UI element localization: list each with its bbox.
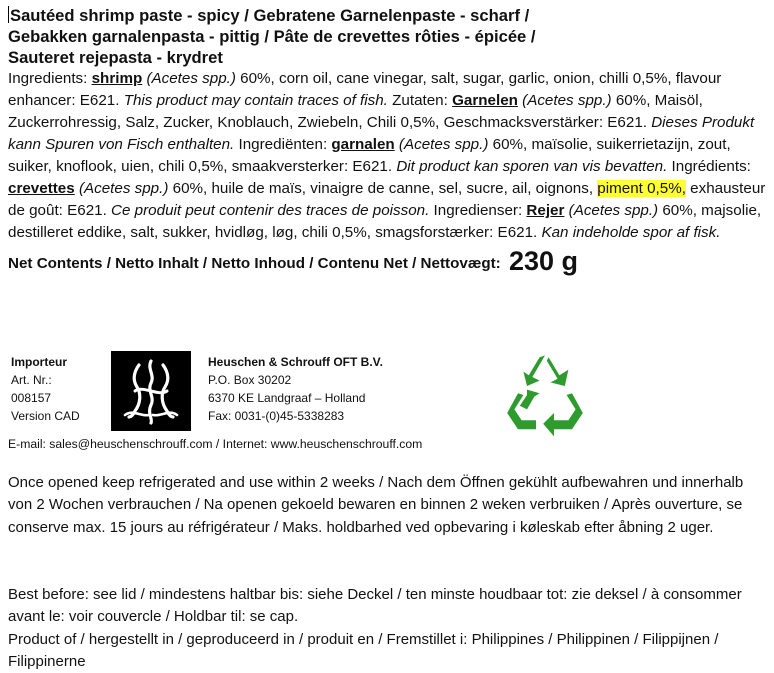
logo-graphic	[111, 351, 191, 431]
ingredients-block	[8, 68, 768, 244]
note-en: This product may contain traces of fish.	[123, 92, 388, 109]
importer-block	[11, 353, 80, 425]
ingredients-label-de: Zutaten:	[387, 92, 453, 109]
article-number: 008157	[11, 391, 52, 405]
company-block	[208, 353, 383, 425]
ingredients-text-da: 60%, majsolie, destilleret eddike, salt, sukker, hvidløg, løg, chili 0,5%, smagsforstærker: E621.	[8, 202, 762, 241]
title-line-1: Sautéed shrimp paste - spicy / Gebratene Garnelenpaste - scharf /	[10, 6, 530, 25]
species-en: (Acetes spp.)	[142, 70, 236, 87]
title-line-2: Gebakken garnalenpasta - pittig / Pâte de crevettes rôties - épicée /	[8, 27, 536, 46]
ingredients-label-fr: Ingrédients:	[667, 158, 751, 175]
contact-info: E-mail: sales@heuschenschrouff.com / Internet: www.heuschenschrouff.com	[8, 437, 423, 451]
text-cursor	[8, 6, 9, 23]
product-title	[8, 5, 768, 68]
ingredients-text-fr-a: 60%, huile de maïs, vinaigre de canne, sel, sucre, ail, oignons,	[168, 180, 598, 197]
best-before-text: Best before: see lid / mindestens haltbar bis: siehe Deckel / ten minste houdbaar tot: zie deksel / à consommer avant le: voir couvercle / Holdbar til: se cap.	[8, 586, 742, 626]
company-po-box: P.O. Box 30202	[208, 373, 292, 387]
storage-instructions: Once opened keep refrigerated and use within 2 weeks / Nach dem Öffnen gekühlt aufbewahren und innerhalb von 2 Wochen verbrauchen / Na openen gekoeld bewaren en binnen 2 weken verbruiken / Après ouverture, se conserve max. 15 jours au réfrigérateur / Maks. holdbarhed ved opbevaring i køleskab efter åbning 2 uger.	[8, 474, 744, 536]
hs-monogram-logo	[111, 351, 191, 431]
ingredients-text-fr-b: exhausteur de goût: E621.	[8, 180, 766, 219]
company-city: 6370 KE Landgraaf – Holland	[208, 391, 366, 405]
title-line-3: Sauteret rejepasta - krydret	[8, 48, 223, 67]
net-weight: 230 g	[508, 246, 578, 276]
species-fr: (Acetes spp.)	[74, 180, 169, 197]
article-label: Art. Nr.:	[11, 373, 52, 387]
importer-label: Importeur	[11, 355, 68, 369]
ingredients-label-nl: Ingrediënten:	[234, 136, 332, 153]
net-contents	[8, 245, 768, 280]
label-document	[8, 5, 768, 670]
species-nl: (Acetes spp.)	[394, 136, 489, 153]
highlighted-chili: piment 0,5%,	[597, 180, 686, 197]
net-contents-label: Net Contents / Netto Inhalt / Netto Inhoud / Contenu Net / Nettovægt:	[8, 255, 501, 272]
allergen-da: Rejer	[526, 202, 565, 219]
species-de: (Acetes spp.)	[517, 92, 612, 109]
origin-text: Product of / hergestellt in / geproduceerd in / produit en / Fremstillet i: Philippines / Philippinen / Filippijnen / Filippinerne	[8, 630, 719, 670]
allergen-en: shrimp	[91, 70, 143, 87]
note-da: Kan indeholde spor af fisk.	[541, 224, 721, 241]
note-nl: Dit product kan sporen van vis bevatten.	[396, 158, 668, 175]
ingredients-text-de: 60%, Maisöl, Zuckerrohressig, Salz, Zucker, Knoblauch, Zwiebeln, Chili 0,5%, Geschmacksverstärker: E621.	[8, 92, 703, 131]
allergen-nl: garnalen	[331, 136, 395, 153]
ingredients-label-en: Ingredients:	[8, 70, 92, 87]
note-fr: Ce produit peut contenir des traces de poisson.	[111, 202, 430, 219]
ingredients-text-nl: 60%, maïsolie, suikerrietazijn, zout, suiker, knoflook, uien, chili 0,5%, smaakversterker: E621.	[8, 136, 731, 175]
version-label: Version CAD	[11, 409, 80, 423]
allergen-de: Garnelen	[452, 92, 518, 109]
species-da: (Acetes spp.)	[564, 202, 659, 219]
recycle-graphic	[500, 350, 590, 440]
ingredients-label-da: Ingredienser:	[429, 202, 527, 219]
allergen-fr: crevettes	[8, 180, 75, 197]
recycle-icon	[500, 350, 590, 440]
best-before-and-origin	[8, 584, 768, 673]
company-fax: Fax: 0031-(0)45-5338283	[208, 409, 345, 423]
company-name: Heuschen & Schrouff OFT B.V.	[208, 355, 383, 369]
note-de: Dieses Produkt kann Spuren von Fisch enthalten.	[8, 114, 755, 153]
ingredients-text-en: 60%, corn oil, cane vinegar, salt, sugar, garlic, onion, chilli 0,5%, flavour enhancer: E621.	[8, 70, 722, 109]
